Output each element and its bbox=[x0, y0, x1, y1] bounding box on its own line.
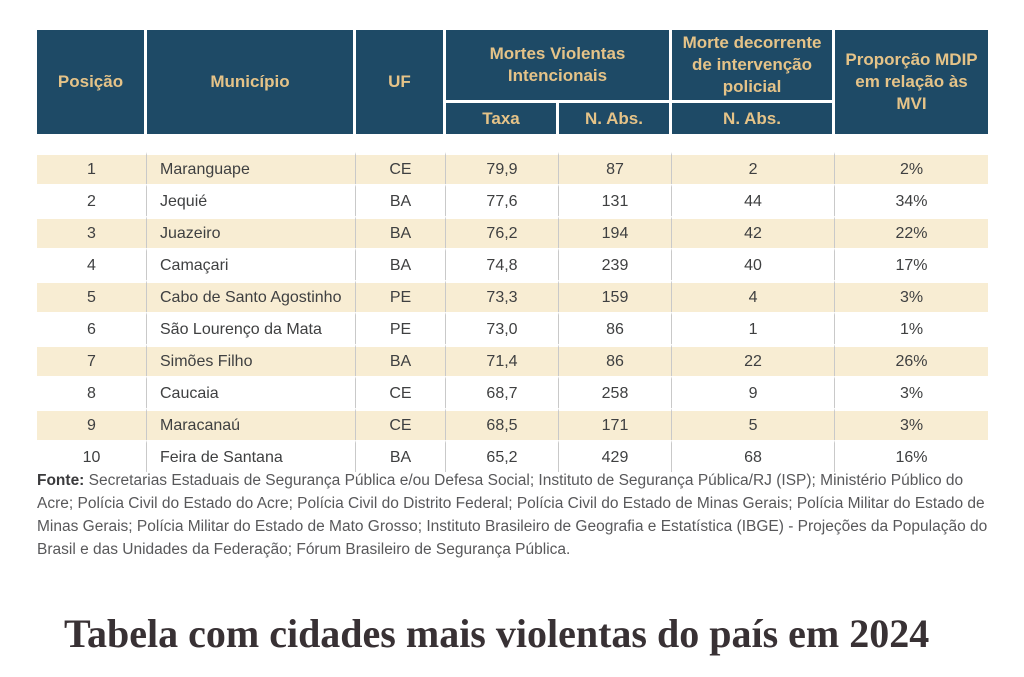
cell-nabs-mdip: 9 bbox=[672, 376, 835, 408]
cell-uf: PE bbox=[356, 280, 446, 312]
cell-nabs-mvi: 171 bbox=[559, 408, 672, 440]
cell-nabs-mvi: 87 bbox=[559, 152, 672, 184]
cell-taxa: 71,4 bbox=[446, 344, 559, 376]
cell-nabs-mvi: 239 bbox=[559, 248, 672, 280]
cell-nabs-mdip: 1 bbox=[672, 312, 835, 344]
source-label: Fonte: bbox=[37, 472, 85, 489]
table-row bbox=[37, 376, 988, 408]
table-row bbox=[37, 248, 988, 280]
cell-proporcao: 3% bbox=[835, 408, 988, 440]
cell-nabs-mdip: 22 bbox=[672, 344, 835, 376]
table-row bbox=[37, 280, 988, 312]
cell-posicao: 7 bbox=[37, 344, 147, 376]
cell-proporcao: 3% bbox=[835, 376, 988, 408]
table-row bbox=[37, 152, 988, 184]
table-row bbox=[37, 216, 988, 248]
cell-taxa: 68,7 bbox=[446, 376, 559, 408]
cell-posicao: 1 bbox=[37, 152, 147, 184]
cell-uf: BA bbox=[356, 248, 446, 280]
column-group-mvi: Mortes Violentas Intencionais bbox=[446, 30, 672, 103]
cell-nabs-mdip: 5 bbox=[672, 408, 835, 440]
cell-uf: PE bbox=[356, 312, 446, 344]
table-row bbox=[37, 184, 988, 216]
cell-uf: CE bbox=[356, 408, 446, 440]
cell-taxa: 73,3 bbox=[446, 280, 559, 312]
cell-proporcao: 1% bbox=[835, 312, 988, 344]
cell-municipio: Camaçari bbox=[147, 248, 356, 280]
table-row bbox=[37, 312, 988, 344]
cell-nabs-mdip: 68 bbox=[672, 440, 835, 472]
table-header bbox=[37, 30, 988, 134]
table-row bbox=[37, 344, 988, 376]
cell-posicao: 3 bbox=[37, 216, 147, 248]
cell-taxa: 68,5 bbox=[446, 408, 559, 440]
cell-nabs-mvi: 194 bbox=[559, 216, 672, 248]
cell-uf: BA bbox=[356, 216, 446, 248]
cell-municipio: Maranguape bbox=[147, 152, 356, 184]
column-header-proporcao: Proporção MDIP em relação às MVI bbox=[835, 30, 988, 134]
cell-municipio: Caucaia bbox=[147, 376, 356, 408]
cell-proporcao: 2% bbox=[835, 152, 988, 184]
cell-nabs-mvi: 131 bbox=[559, 184, 672, 216]
cell-posicao: 8 bbox=[37, 376, 147, 408]
cell-nabs-mvi: 159 bbox=[559, 280, 672, 312]
cell-municipio: Maracanaú bbox=[147, 408, 356, 440]
cell-taxa: 79,9 bbox=[446, 152, 559, 184]
cell-nabs-mvi: 258 bbox=[559, 376, 672, 408]
cell-nabs-mvi: 429 bbox=[559, 440, 672, 472]
cell-municipio: Jequié bbox=[147, 184, 356, 216]
cell-posicao: 2 bbox=[37, 184, 147, 216]
cell-municipio: Juazeiro bbox=[147, 216, 356, 248]
cell-proporcao: 17% bbox=[835, 248, 988, 280]
cell-nabs-mdip: 4 bbox=[672, 280, 835, 312]
table-body bbox=[37, 134, 988, 472]
cell-posicao: 6 bbox=[37, 312, 147, 344]
data-table bbox=[37, 30, 988, 472]
table-row bbox=[37, 440, 988, 472]
column-subheader-nabs-mdip: N. Abs. bbox=[672, 103, 835, 134]
cell-municipio: Simões Filho bbox=[147, 344, 356, 376]
cell-nabs-mvi: 86 bbox=[559, 344, 672, 376]
cell-taxa: 76,2 bbox=[446, 216, 559, 248]
cell-uf: BA bbox=[356, 344, 446, 376]
cell-nabs-mdip: 2 bbox=[672, 152, 835, 184]
cell-proporcao: 16% bbox=[835, 440, 988, 472]
page-title: Tabela com cidades mais violentas do país em 2024 bbox=[64, 611, 930, 656]
column-header-uf: UF bbox=[356, 30, 446, 134]
cell-uf: CE bbox=[356, 376, 446, 408]
cell-posicao: 9 bbox=[37, 408, 147, 440]
cell-posicao: 10 bbox=[37, 440, 147, 472]
cell-nabs-mdip: 44 bbox=[672, 184, 835, 216]
column-subheader-taxa: Taxa bbox=[446, 103, 559, 134]
column-header-municipio: Município bbox=[147, 30, 356, 134]
cell-proporcao: 26% bbox=[835, 344, 988, 376]
cell-nabs-mdip: 42 bbox=[672, 216, 835, 248]
column-header-posicao: Posição bbox=[37, 30, 147, 134]
cell-uf: BA bbox=[356, 184, 446, 216]
cell-municipio: Cabo de Santo Agostinho bbox=[147, 280, 356, 312]
cell-taxa: 74,8 bbox=[446, 248, 559, 280]
cell-uf: BA bbox=[356, 440, 446, 472]
cell-nabs-mdip: 40 bbox=[672, 248, 835, 280]
cell-municipio: São Lourenço da Mata bbox=[147, 312, 356, 344]
cell-proporcao: 22% bbox=[835, 216, 988, 248]
header-body-gap bbox=[37, 134, 988, 152]
cell-posicao: 4 bbox=[37, 248, 147, 280]
cell-taxa: 65,2 bbox=[446, 440, 559, 472]
column-group-mdip: Morte decorrente de intervenção policial bbox=[672, 30, 835, 103]
table-row bbox=[37, 408, 988, 440]
cell-proporcao: 3% bbox=[835, 280, 988, 312]
source-note bbox=[37, 470, 988, 562]
cell-taxa: 73,0 bbox=[446, 312, 559, 344]
cell-proporcao: 34% bbox=[835, 184, 988, 216]
column-subheader-nabs-mvi: N. Abs. bbox=[559, 103, 672, 134]
cell-uf: CE bbox=[356, 152, 446, 184]
cell-taxa: 77,6 bbox=[446, 184, 559, 216]
violence-ranking-table bbox=[37, 30, 988, 472]
source-text: Secretarias Estaduais de Segurança Pública e/ou Defesa Social; Instituto de Segurança Pública/RJ (ISP); Ministério Público do Acre; Polícia Civil do Estado do Acre; Polícia Civil do Distrito Federal; Polícia Civil do Estado de Minas Gerais; Polícia Militar do Estado de Minas Gerais; Polícia Militar do Estado de Mato Grosso; Instituto Brasileiro de Geografia e Estatística (IBGE) - Projeções da População do Brasil e das Unidades da Federação; Fórum Brasileiro de Segurança Pública. bbox=[37, 472, 988, 558]
cell-posicao: 5 bbox=[37, 280, 147, 312]
cell-nabs-mvi: 86 bbox=[559, 312, 672, 344]
cell-municipio: Feira de Santana bbox=[147, 440, 356, 472]
